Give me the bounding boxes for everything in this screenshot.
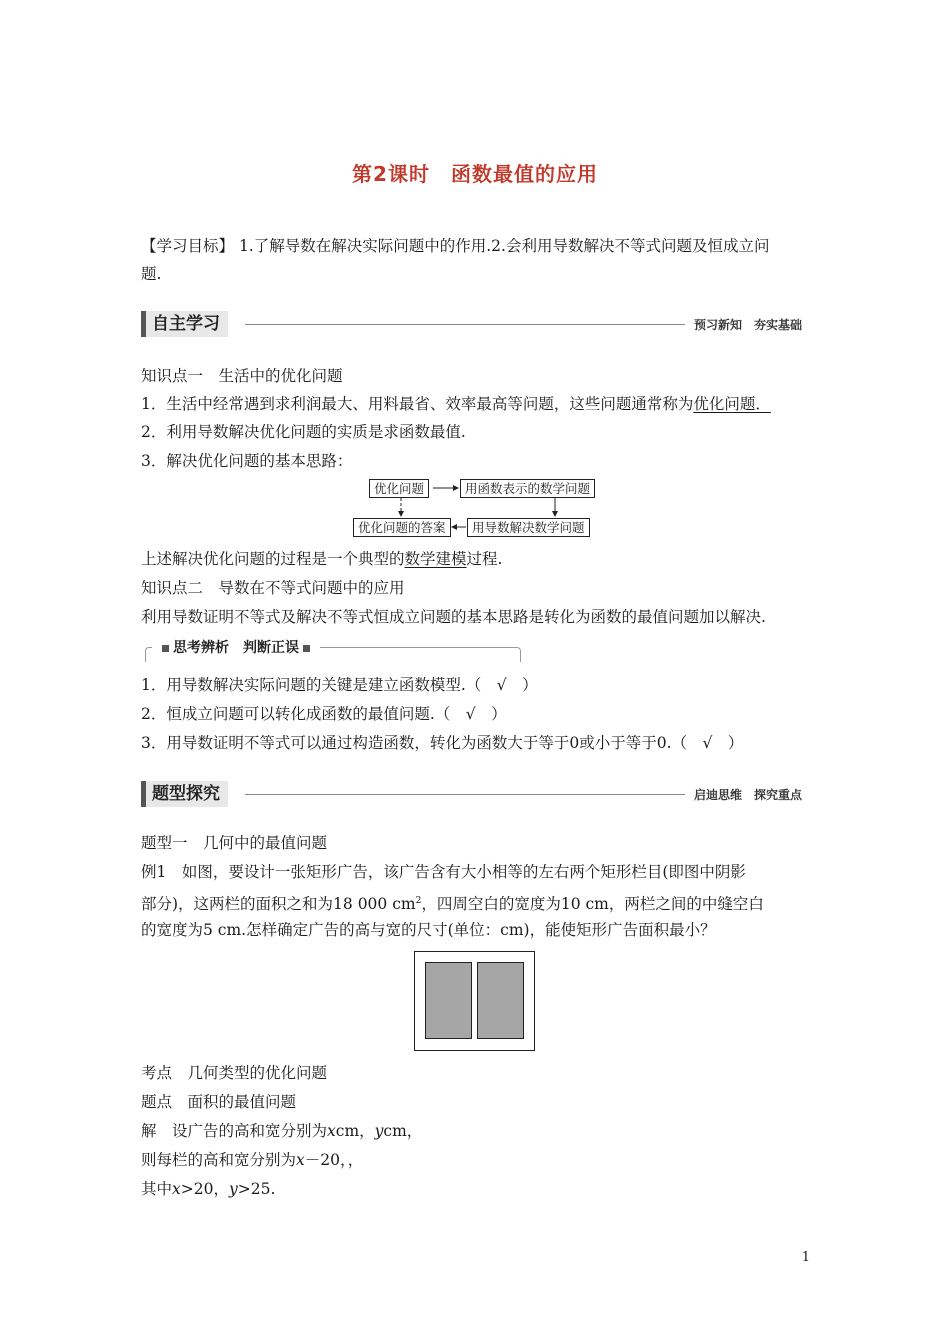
example-line3: 的宽度为5 cm.怎样确定广告的高与宽的尺寸(单位：cm)，能使矩形广告面积最小？ [141,921,716,939]
summary-text: 上述解决优化问题的过程是一个典型的 [141,550,405,568]
solution-text: 解 设广告的高和宽分别为 [141,1122,328,1140]
objective-line2: 题. [141,265,162,283]
ad-left-panel [426,963,472,1039]
var-x: x [327,1122,336,1140]
section-tag: 自主学习 [141,311,228,337]
solution-line1 [141,1117,422,1146]
summary [141,545,502,574]
var-y: y [374,1122,384,1140]
think-question-3: 3．用导数证明不等式可以通过构造函数，转化为函数大于等于0或小于等于0.（ √ ） [141,734,744,752]
section-divider [245,324,685,325]
solution-text: －20，， [304,1151,364,1169]
solution-text: 则每栏的高和宽分别为 [141,1151,297,1169]
solution-text: >20， [180,1180,229,1198]
bullet-icon [162,645,169,652]
solution-text: 其中 [141,1180,173,1198]
var-x: x [172,1180,181,1198]
kp1-item1-answer: 优化问题． [693,395,771,413]
kp1-item2: 2．利用导数解决优化问题的实质是求函数最值. [141,423,466,441]
example-line2-rest: ，四周空白的宽度为10 cm，两栏之间的中缝空白 [421,895,764,914]
kp1-item1 [141,390,771,419]
kp2-heading: 知识点二 导数在不等式问题中的应用 [141,579,405,597]
type1-heading: 题型一 几何中的最值问题 [141,834,328,852]
think-question-1: 1．用导数解决实际问题的关键是建立函数模型.（ √ ） [141,676,538,694]
section-subtitle: 预习新知 夯实基础 [694,318,803,332]
ad-figure [414,951,536,1052]
solution-line2 [141,1146,363,1175]
section-tag: 题型探究 [141,781,228,807]
flow-box-function: 用函数表示的数学问题 [460,479,595,498]
solution-text: cm， [335,1122,375,1140]
learning-objective [141,232,769,261]
section-divider [245,794,685,795]
superscript: 2 [415,896,422,906]
tidian: 题点 面积的最值问题 [141,1093,297,1111]
var-x: x [296,1151,305,1169]
flow-box-derivative: 用导数解决数学问题 [467,518,590,537]
objective-label: 【学习目标】 [141,237,235,255]
example-line1: 例1 如图，要设计一张矩形广告，该广告含有大小相等的左右两个矩形栏目(即图中阴影 [141,863,746,881]
flow-arrows [340,470,620,545]
kp1-item3: 3．解决优化问题的基本思路： [141,452,353,470]
flow-box-answer: 优化问题的答案 [353,518,451,537]
var-y: y [228,1180,238,1198]
think-label [152,637,320,657]
objective-line1: 1.了解导数在解决实际问题中的作用.2.会利用导数解决不等式问题及恒成立问 [234,237,770,255]
solution-text: >25. [237,1180,276,1198]
solution-text: cm， [383,1122,423,1140]
solution-line3 [141,1175,275,1204]
kaodian: 考点 几何类型的优化问题 [141,1064,328,1082]
page-number: 1 [801,1250,810,1265]
flow-box-problem: 优化问题 [369,479,429,498]
summary-answer: 数学建模 [404,550,467,568]
kp1-heading: 知识点一 生活中的优化问题 [141,367,343,385]
example-line2-text: 部分)，这两栏的面积之和为18 000 cm [141,895,416,914]
summary-end: 过程. [466,550,503,568]
section-subtitle: 启迪思维 探究重点 [694,788,803,802]
bullet-icon [303,645,310,652]
kp2-text: 利用导数证明不等式及解决不等式恒成立问题的基本思路是转化为函数的最值问题加以解决. [141,608,766,626]
example-line2 [141,887,764,919]
kp1-item1-text: 1．生活中经常遇到求利润最大、用料最省、效率最高等问题，这些问题通常称为 [141,395,694,413]
ad-right-panel [478,963,524,1039]
page-title: 第2课时 函数最值的应用 [352,162,598,186]
think-question-2: 2．恒成立问题可以转化成函数的最值问题.（ √ ） [141,705,507,723]
think-label-text: 思考辨析 判断正误 [173,640,299,656]
